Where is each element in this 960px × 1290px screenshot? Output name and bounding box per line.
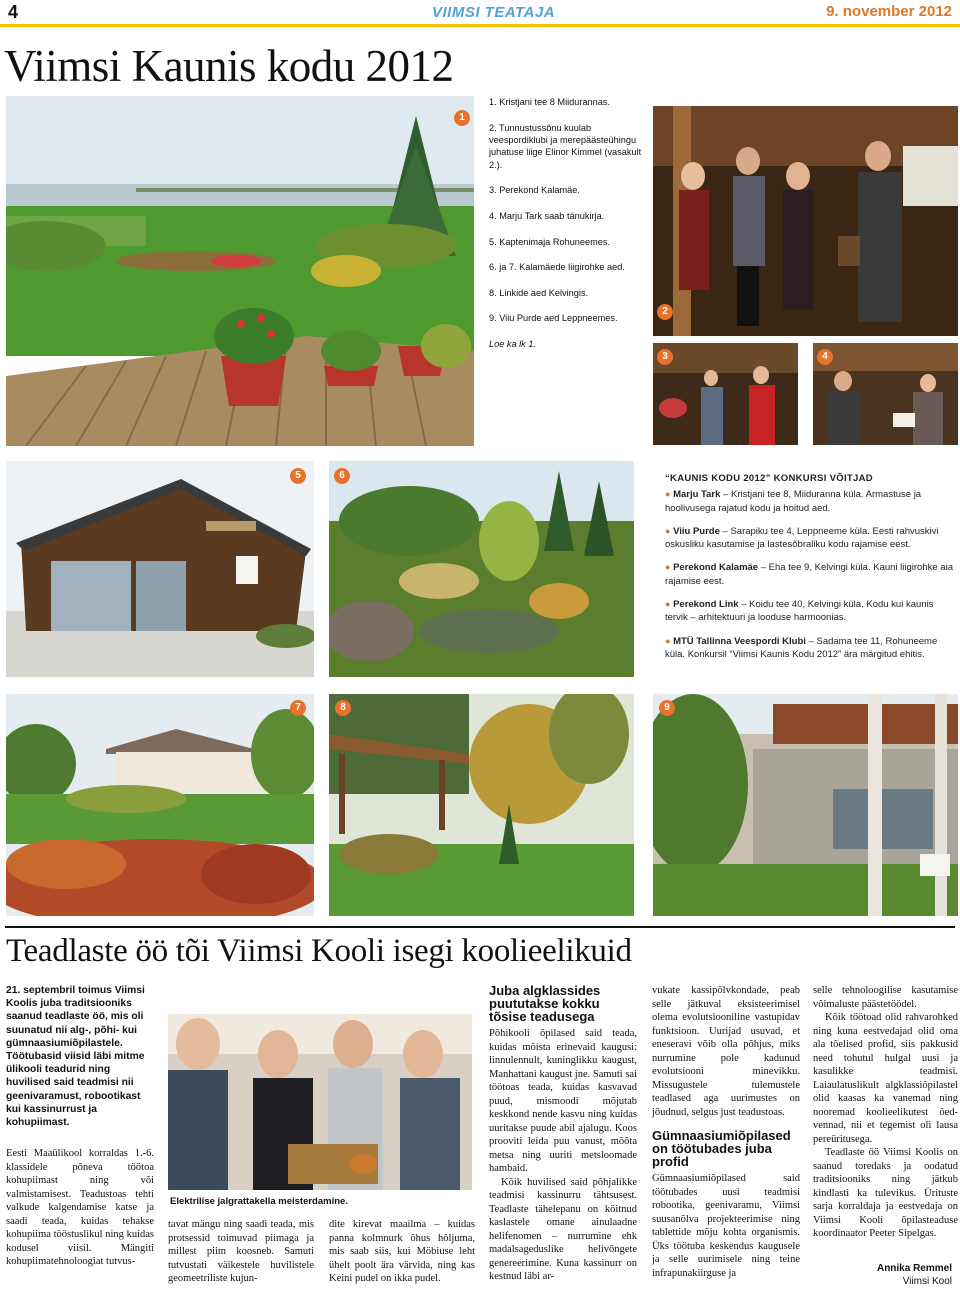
article-paragraph: Kõik huvilised said põhjalikke teadmisi kassinurru tähtsusest. Teadlaste tähelepanu on köitnud kaslastele omane ainulaadne helifenomen – nurrumine ehk madalsageduslike helivõngete genereerimine. Kuna kassinurr on kestnud läbi ar- (489, 1176, 637, 1282)
bullet-icon: ● (665, 635, 671, 646)
winner-address: – Koidu tee 40, Kelvingi küla. (738, 599, 864, 611)
photo-number-badge: 2 (657, 304, 673, 320)
winner-name: Perekond Kalamäe (673, 562, 759, 574)
caption-item: 6. ja 7. Kalamäede liigirohke aed. (489, 262, 625, 273)
winner-entry (665, 598, 955, 625)
photo-number-badge: 1 (454, 110, 470, 126)
winner-reason: Kauni liigirohke aia rajamise eest. (665, 562, 953, 587)
article-subhead: Juba algklassides puututakse kokku tõsise teadusega (489, 983, 601, 1024)
photo-caption-list (489, 96, 647, 364)
bullet-icon: ● (665, 489, 671, 500)
caption-item: 2. Tunnustussõnu kuulab veespordiklubi ja merepäästeühingu juhatuse liige Elinor Kimmel (vasakult 2.). (489, 122, 642, 170)
article-paragraph: selle tehnoloogilise kasutamise võimaluste päästetöödel. (813, 985, 958, 1010)
article-paragraph: tavat mängu ning saadi teada, mis protsessid toimuvad piimaga ja millest piim koosneb. Samuti tutvustati väikestele huvilistele geomeetriliste kujun- (168, 1219, 314, 1284)
author-name: Annika Remmel (876, 1263, 952, 1274)
article-column-1 (6, 984, 154, 1269)
article-subhead: Gümnaasiumiõpilased on töötubades juba profid (652, 1128, 791, 1169)
page-title: Viimsi Kaunis kodu 2012 (4, 41, 454, 91)
photo-8-link-garden (329, 694, 634, 916)
article-paragraph: dite kirevat maailma – kuidas panna kolmnurk õhus hõljuma, mis saab siis, kui Möbiuse leht ühelt poolt ära värvida, ning kas Keini pudel on ikka pudel. (329, 1219, 475, 1284)
photo-6-pond-garden (329, 461, 634, 677)
article-paragraph: Teadlaste öö Viimsi Koolis on saanud toredaks ja oodatud traditsiooniks ning jätkub kindlasti ka tulevikus. Ürituste sarja korraldaja ja eestvedaja on Viimsi Kooli õpilasteaduse koordinaator Peeter Sipelgas. (813, 1147, 958, 1239)
issue-date: 9. november 2012 (826, 3, 952, 20)
winner-entry (665, 561, 955, 588)
article-paragraph: Gümnaasiumiõpilased said töötubades uusi teadmisi robootika, geenivaramu, Viimsi suusanõlva projekteerimise ning tablettide mõju kohta organismis. Üks töötuba keskendus kaugusele ja selle uurimisele ning teine infrapunakiirguse ja (652, 1173, 800, 1279)
caption-item: 4. Marju Tark saab tänukirja. (489, 211, 605, 221)
winner-reason: Konkursil “Viimsi Kaunis Kodu 2012” ära märgitud ehitis. (685, 648, 925, 660)
article-lead: 21. septembril toimus Viimsi Koolis juba traditsiooniks saanud teadlaste öö, mis oli suunatud nii alg-, põhi- kui gümnaasiumiõpilastele. Töötubasid viisid läbi mitme ülikooli teadurid ning huvilised said teadmisi nii geenivaramust, robootikast kui kassinurrust ja kohupiimast. (6, 985, 145, 1129)
photo-number-badge: 8 (335, 700, 351, 716)
photo-7-kalamae-garden (6, 694, 314, 916)
photo-number-badge: 7 (290, 700, 306, 716)
winner-address: – Eha tee 9, Kelvingi küla. (758, 562, 871, 574)
photo-number-badge: 4 (817, 349, 833, 365)
article-column-6 (813, 984, 958, 1241)
author-organization: Viimsi Kool (902, 1276, 952, 1287)
header-rule (0, 24, 960, 27)
article-column-4 (489, 981, 637, 1284)
winner-reason: Eesti rahvuskivi oskusliku kasutamise ja lastesõbraliku kodu rajamise eest. (665, 525, 939, 551)
photo-number-badge: 3 (657, 349, 673, 365)
winner-entry (665, 525, 955, 552)
winner-address: – Kristjani tee 8, Miiduranna küla. (720, 489, 864, 501)
winner-reason: Kodu kui kaunis tervik – arhitektuuri ja looduse harmoonias. (665, 599, 934, 624)
winner-address: – Sarapiku tee 4, Leppneeme küla. (719, 525, 870, 537)
winner-name: MTÜ Tallinna Veespordi Klubi (673, 635, 806, 647)
photo-5-kaptenimaja (6, 461, 314, 677)
winner-entry (665, 635, 955, 662)
article-column-5 (652, 984, 800, 1280)
winners-box (665, 472, 955, 671)
winner-name: Perekond Link (673, 599, 739, 611)
photo-2-ceremony (653, 106, 958, 336)
caption-item: 1. Kristjani tee 8 Miidurannas. (489, 97, 611, 107)
article-paragraph: Eesti Maaülikool korraldas 1.-6. klassidele põneva töötoa kohupiimast ning või valmistamisest. Teadustoas tehti valkude kalgendamise katse ja saadi teada, kuidas tehakse kohupiima tööstuslikul ning kuidas kodusel viisil. Mängiti kohupiimatehnoloogiat tutvus- (6, 1148, 154, 1268)
article-paragraph: vukate kassipõlvkondade, peab selle jätkuval eksisteerimisel olema evolutsiooniline vastupidav funktsioon. Uurijad usuvad, et eneseravi võib olla põhjus, miks nurrumine pole kadunud evolutsiooni minevikku. Missugustele tulemustele teadlased aga uurimustes on jõudnud, selgus just teadustoas. (652, 985, 800, 1118)
winner-address: – Sadama tee 11, Rohuneeme küla. (665, 635, 938, 660)
article-column-3 (329, 1218, 475, 1286)
caption-item: 9. Viiu Purde aed Leppneemes. (489, 313, 618, 324)
photo-students-workshop (168, 1014, 472, 1190)
winner-entry (665, 488, 955, 515)
photo-number-badge: 5 (290, 468, 306, 484)
article-rule (5, 926, 955, 928)
article-column-2 (168, 1218, 314, 1286)
caption-item: 8. Linkide aed Kelvingis. (489, 287, 589, 298)
photo-caption: Elektrilise jalgrattakella meisterdamine. (170, 1196, 348, 1207)
page-number: 4 (8, 2, 19, 22)
article-author (877, 1262, 952, 1288)
photo-number-badge: 9 (659, 700, 675, 716)
masthead-logo: VIIMSI TEATAJA (432, 4, 556, 21)
caption-item: 5. Kaptenimaja Rohuneemes. (489, 236, 611, 247)
bullet-icon: ● (665, 562, 671, 573)
photo-number-badge: 6 (334, 468, 350, 484)
article-paragraph: Põhikooli õpilased said teada, kuidas mõista erinevaid kaugusi: linnulennult, kuninglikku kaugust, Manhattani kaugust jne. Samuti sai töötoas teada, kuidas kasvavad puud, mismoodi mõjutab keskkond nende kasvu ning kuidas uuritakse puude abil ajalugu. Koos prooviti leida puu vanust, mõõta metsa ning uuriti metsloomade hambaid. (489, 1028, 637, 1174)
winner-name: Viiu Purde (673, 525, 720, 537)
article-headline: Teadlaste öö tõi Viimsi Kooli isegi koolieelikuid (6, 933, 632, 969)
winner-reason: Armastuse ja hoolivusega rajatud kodu ja hoitud aed. (665, 489, 922, 514)
see-also-note: Loe ka lk 1. (489, 338, 536, 349)
winners-title: “KAUNIS KODU 2012” KONKURSI VÕITJAD (665, 473, 873, 484)
article-paragraph: Kõik töötoad olid rahvarohked ning kuna eestvedajad olid oma ala tõelised profid, siis pakkusid need tohutul hulgal uusi ja kasulikke teadmisi. Laiaulatuslikult algklassiõpilastel olid kaasas ka vanemad ning nooremad koolieelikutest õed-vennad, nii et tegemist oli lausa pereüritusega. (813, 1012, 958, 1145)
winner-name: Marju Tark (673, 489, 721, 501)
bullet-icon: ● (665, 599, 671, 610)
bullet-icon: ● (665, 525, 671, 536)
photo-1-garden (6, 96, 474, 446)
caption-item: 3. Perekond Kalamäe. (489, 185, 580, 196)
photo-9-purde-garden (653, 694, 958, 916)
photo-3-kalamae-family (653, 343, 798, 445)
photo-4-award (813, 343, 958, 445)
